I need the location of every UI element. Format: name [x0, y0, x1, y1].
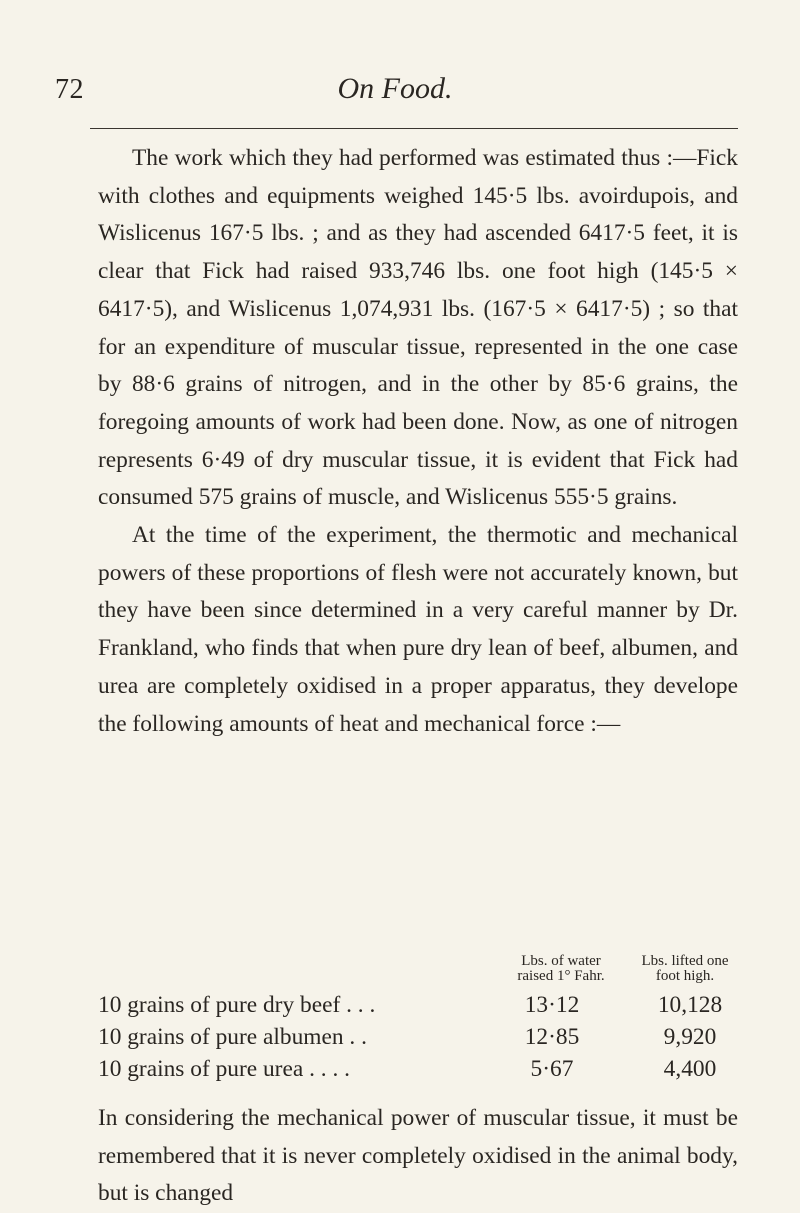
row-lifted-value: 10,128 — [657, 992, 723, 1018]
table-row — [98, 1024, 738, 1052]
page-number: 72 — [55, 74, 84, 105]
header-rule — [90, 128, 738, 129]
paragraph-3: In considering the mechanical power of muscular tissue, it must be remembered that it is never completely oxidised in the animal body, but is changed — [98, 1105, 738, 1207]
table-row — [98, 992, 738, 1020]
energy-table — [98, 954, 738, 1098]
row-label: 10 grains of pure dry beef . . . — [98, 992, 376, 1018]
row-water-value: 12·85 — [524, 1024, 580, 1050]
page-header — [55, 62, 735, 108]
col-header-water: Lbs. of water raised 1° Fahr. — [517, 953, 605, 984]
table-row — [98, 1056, 738, 1084]
row-water-value: 5·67 — [530, 1056, 574, 1082]
body-text — [98, 140, 738, 743]
closing-text — [98, 1100, 738, 1213]
row-water-value: 13·12 — [524, 992, 580, 1018]
running-title: On Food. — [337, 72, 453, 105]
row-lifted-value: 4,400 — [663, 1056, 717, 1082]
row-label: 10 grains of pure urea . . . . — [98, 1056, 351, 1082]
row-label: 10 grains of pure albumen . . — [98, 1024, 367, 1050]
col-header-lifted: Lbs. lifted one foot high. — [641, 953, 729, 984]
row-lifted-value: 9,920 — [663, 1024, 717, 1050]
paragraph-1: The work which they had performed was estimated thus :—Fick with clothes and equipments weighed 145·5 lbs. avoirdupois, and Wislicenus 167·5 lbs. ; and as they had ascended 6417·5 feet, it is clear that Fick had raised 933,746 lbs. one foot high (145·5 × 6417·5), and Wislicenus 1,074,931 lbs. (167·5 × 6417·5) ; so that for an expenditure of muscular tissue, represented in the one case by 88·6 grains of nitrogen, and in the other by 85·6 grains, the foregoing amounts of work had been done. Now, as one of nitrogen represents 6·49 of dry muscular tissue, it is evident that Fick had consumed 575 grains of muscle, and Wislicenus 555·5 grains. — [98, 145, 738, 511]
paragraph-2: At the time of the experiment, the thermotic and mechanical powers of these proportions of flesh were not accurately known, but they have been since determined in a very careful manner by Dr. Frankland, who finds that when pure dry lean of beef, albumen, and urea are completely oxidised in a proper apparatus, they develope the following amounts of heat and mechanical force :— — [98, 522, 738, 737]
